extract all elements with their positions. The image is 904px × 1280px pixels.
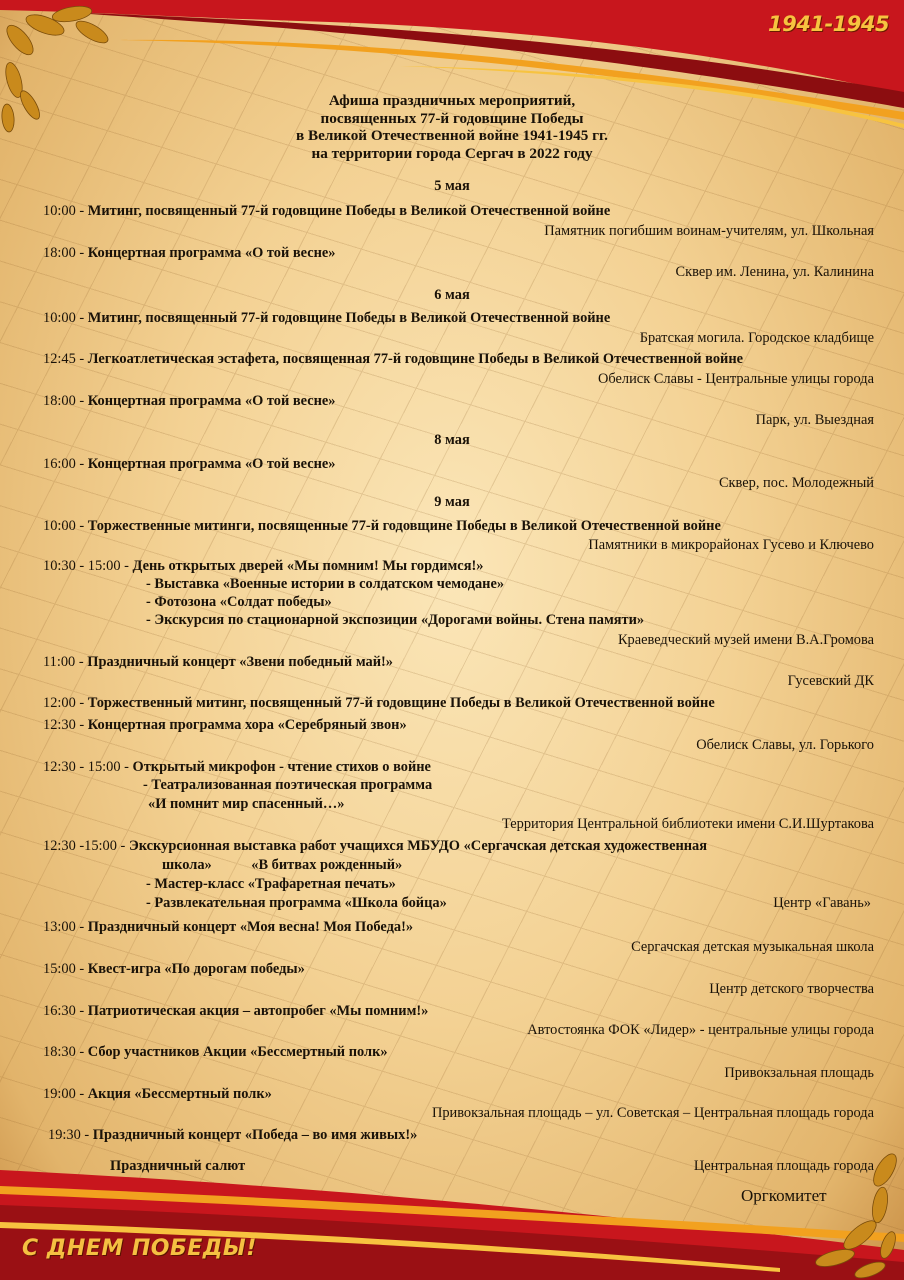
- event-time: 13:00 -: [43, 919, 85, 935]
- event-time: 16:00 -: [43, 456, 85, 472]
- event-place: Гусевский ДК: [787, 673, 874, 689]
- event-place: Парк, ул. Выездная: [755, 412, 874, 428]
- event-time: 12:45 -: [43, 351, 85, 367]
- event-line: [43, 716, 407, 734]
- event-place: Центральная площадь города: [693, 1158, 874, 1174]
- event-place: Сквер, пос. Молодежный: [718, 475, 874, 491]
- event-line: [43, 960, 305, 978]
- event-place: Обелиск Славы - Центральные улицы города: [598, 371, 874, 387]
- event-time: 16:30 -: [43, 1003, 85, 1019]
- event-time: 12:00 -: [43, 695, 85, 711]
- event-title: Экскурсионная выставка работ учащихся МБУДО «Сергачская детская художественная: [128, 838, 708, 854]
- event-time: 12:30 -: [43, 717, 85, 733]
- event-subitem: - Развлекательная программа «Школа бойца»: [146, 895, 447, 911]
- event-line: [43, 1043, 388, 1061]
- event-place: Памятник погибшим воинам-учителям, ул. Школьная: [544, 223, 874, 239]
- event-subitem: - Фотозона «Солдат победы»: [146, 594, 332, 610]
- event-line: [43, 837, 707, 855]
- event-place: Центр «Гавань»: [773, 895, 871, 911]
- event-subitem: школа» «В битвах рожденный»: [162, 857, 403, 873]
- event-title: Концертная программа хора «Серебряный звон»: [87, 717, 407, 733]
- event-time: 15:00 -: [43, 961, 85, 977]
- event-place: Обелиск Славы, ул. Горького: [696, 737, 874, 753]
- page-title: [0, 92, 904, 162]
- event-time: 18:30 -: [43, 1044, 85, 1060]
- event-place: Автостоянка ФОК «Лидер» - центральные улицы города: [527, 1022, 874, 1038]
- event-place: Краеведческий музей имени В.А.Громова: [617, 632, 874, 648]
- event-line: [43, 653, 393, 671]
- day-heading: 6 мая: [434, 287, 470, 303]
- event-line: [43, 694, 715, 712]
- title-line: в Великой Отечественной войне 1941-1945 гг.: [296, 127, 608, 145]
- day-heading: 5 мая: [434, 178, 470, 194]
- event-place: Памятники в микрорайонах Гусево и Ключево: [588, 537, 874, 553]
- event-place: Братская могила. Городское кладбище: [639, 330, 874, 346]
- event-line: [43, 758, 431, 776]
- event-line: [43, 557, 483, 575]
- event-line: [48, 1126, 417, 1144]
- event-title: Праздничный концерт «Моя весна! Моя Победа!»: [87, 919, 414, 935]
- event-title: Торжественные митинги, посвященные 77-й годовщине Победы в Великой Отечественной войне: [87, 518, 721, 534]
- event-subitem: - Театрализованная поэтическая программа: [143, 777, 433, 793]
- event-subitem: «И помнит мир спасенный…»: [148, 796, 345, 812]
- event-line: [43, 392, 336, 410]
- event-time: 10:30 - 15:00 -: [43, 558, 129, 574]
- event-line: [43, 517, 721, 535]
- event-subitem: - Выставка «Военные истории в солдатском чемодане»: [146, 576, 505, 592]
- event-title: Праздничный салют: [110, 1158, 246, 1174]
- event-title: День открытых дверей «Мы помним! Мы гордимся!»: [132, 558, 484, 574]
- event-line: [43, 350, 743, 368]
- title-line: Афиша праздничных мероприятий,: [328, 92, 576, 109]
- event-title: Торжественный митинг, посвященный 77-й годовщине Победы в Великой Отечественной войне: [87, 695, 715, 711]
- day-heading: 9 мая: [434, 494, 470, 510]
- event-line: [43, 1085, 272, 1103]
- event-time: 18:00 -: [43, 245, 85, 261]
- signature: Оргкомитет: [741, 1186, 827, 1205]
- event-title: Праздничный концерт «Победа – во имя живых!»: [92, 1127, 418, 1143]
- event-time: 11:00 -: [43, 654, 84, 670]
- event-title: Митинг, посвященный 77-й годовщине Победы в Великой Отечественной войне: [87, 203, 611, 219]
- victory-day-greeting: С ДНЕМ ПОБЕДЫ!: [22, 1236, 257, 1261]
- years-banner: 1941-1945: [768, 12, 890, 36]
- event-place: Территория Центральной библиотеки имени С.И.Шуртакова: [502, 816, 874, 832]
- event-title: Патриотическая акция – автопробег «Мы помним!»: [87, 1003, 429, 1019]
- event-title: Открытый микрофон - чтение стихов о войне: [132, 759, 431, 775]
- event-title: Акция «Бессмертный полк»: [87, 1086, 272, 1102]
- event-time: 19:00 -: [43, 1086, 85, 1102]
- title-line: на территории города Сергач в 2022 году: [311, 144, 593, 162]
- event-subitem: - Мастер-класс «Трафаретная печать»: [146, 876, 396, 892]
- event-place: Привокзальная площадь: [724, 1065, 874, 1081]
- event-line: [43, 918, 413, 936]
- event-title: Легкоатлетическая эстафета, посвященная 77-й годовщине Победы в Великой Отечественной войне: [87, 351, 743, 367]
- event-time: 12:30 -15:00 -: [43, 838, 126, 854]
- event-place: Сергачская детская музыкальная школа: [631, 939, 874, 955]
- event-subitem: - Экскурсия по стационарной экспозиции «Дорогами войны. Стена памяти»: [146, 612, 645, 628]
- event-line: [43, 244, 336, 262]
- event-time: 18:00 -: [43, 393, 85, 409]
- event-title: Митинг, посвященный 77-й годовщине Победы в Великой Отечественной войне: [87, 310, 611, 326]
- event-title: Концертная программа «О той весне»: [87, 393, 336, 409]
- event-time: 10:00 -: [43, 310, 85, 326]
- event-title: Концертная программа «О той весне»: [87, 245, 336, 261]
- event-title: Квест-игра «По дорогам победы»: [87, 961, 305, 977]
- event-place: Сквер им. Ленина, ул. Калинина: [675, 264, 874, 280]
- event-line: [43, 1002, 428, 1020]
- event-line: [43, 309, 610, 327]
- event-title: Праздничный концерт «Звени победный май!»: [87, 654, 394, 670]
- event-title: Концертная программа «О той весне»: [87, 456, 336, 472]
- title-line: посвященных 77-й годовщине Победы: [320, 109, 584, 127]
- event-time: 10:00 -: [43, 518, 85, 534]
- event-line: [43, 455, 336, 473]
- event-line: [43, 202, 610, 220]
- event-title: Сбор участников Акции «Бессмертный полк»: [87, 1044, 388, 1060]
- day-heading: 8 мая: [434, 432, 470, 448]
- event-time: 12:30 - 15:00 -: [43, 759, 129, 775]
- event-place: Центр детского творчества: [709, 981, 874, 997]
- event-time: 10:00 -: [43, 203, 85, 219]
- event-place: Привокзальная площадь – ул. Советская – Центральная площадь города: [431, 1105, 874, 1121]
- event-time: 19:30 -: [48, 1127, 90, 1143]
